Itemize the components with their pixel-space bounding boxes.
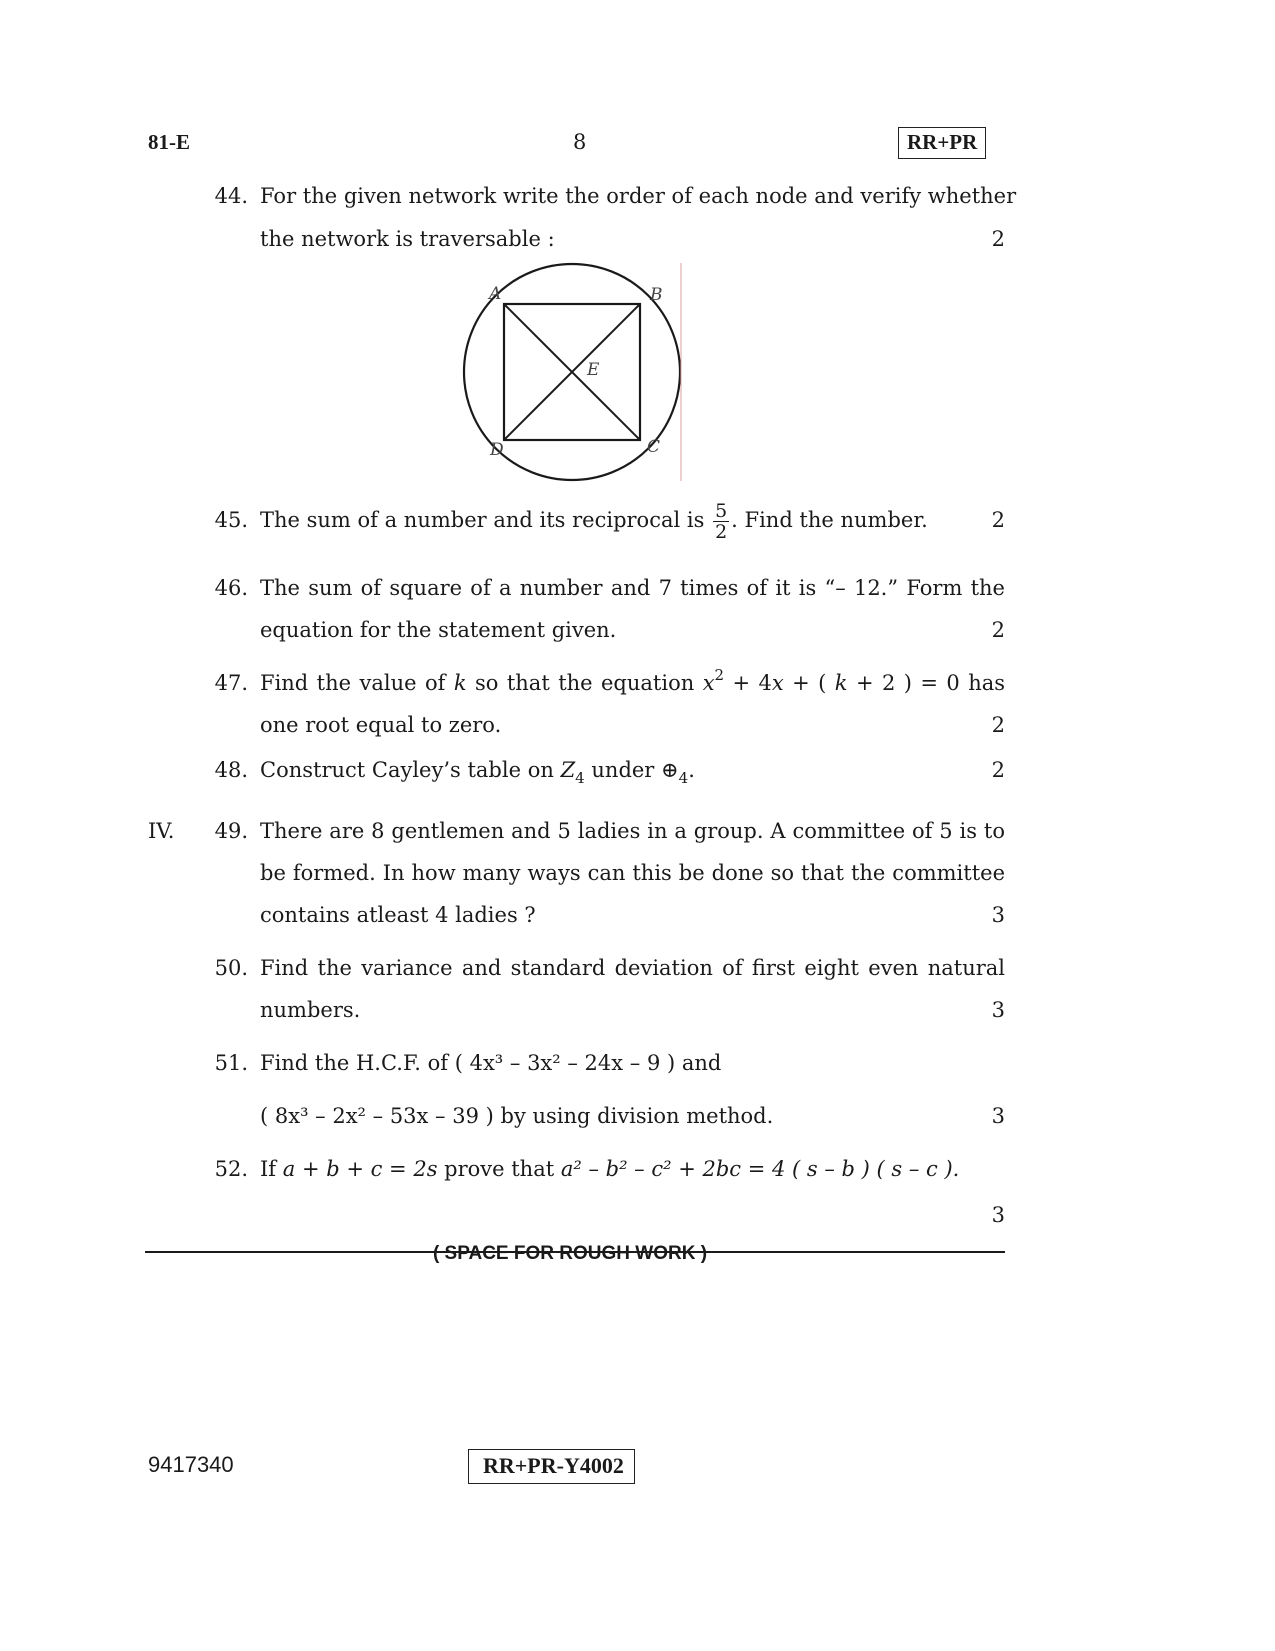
q44-marks: 2 [991,227,1005,251]
q52-marks: 3 [991,1203,1005,1227]
q50-marks: 3 [991,998,1005,1022]
q48-text-mid: under [591,758,655,782]
q47-line1 [260,666,1006,696]
q45-frac-numerator: 5 [715,500,728,522]
q47-eq-x2: x [771,671,784,695]
q48-set-z: Z [560,758,576,782]
q48-text-after: . [688,758,695,782]
q46-line1: The sum of square of a number and 7 times of it is “– 12.” Form the [260,576,1005,600]
q50-number: 50. [214,956,248,980]
q47-text-mid: so that the equation [475,671,695,695]
q47-eq-part-b: + ( [783,671,835,695]
q52-condition: a + b + c = 2s [282,1157,438,1181]
q51-and: and [681,1051,722,1075]
q48-set-subscript: 4 [575,769,585,787]
q49-line1: There are 8 gentlemen and 5 ladies in a group. A committee of 5 is to [260,819,1005,843]
q52-number: 52. [214,1157,248,1181]
version-tag: RR+PR [898,127,986,159]
q51-polynomial-1: ( 4x³ – 3x² – 24x – 9 ) [454,1051,676,1075]
q47-line2: one root equal to zero. [260,713,502,737]
q49-number: 49. [214,819,248,843]
q48-operator: ⊕ [661,758,679,782]
q47-eq-part-a: + 4 [724,671,772,695]
q44-number: 44. [214,184,248,208]
q45-number: 45. [214,508,248,532]
q48-number: 48. [214,758,248,782]
q46-number: 46. [214,576,248,600]
q51-line1 [260,1050,721,1076]
footer-serial: 9417340 [148,1452,234,1477]
node-label-b: B [650,285,663,305]
q49-line2: be formed. In how many ways can this be done so that the committee [260,861,1005,885]
q45-frac-denominator: 2 [715,521,728,543]
q48-operator-subscript: 4 [678,769,689,787]
footer-code: RR+PR-Y4002 [468,1449,635,1484]
q47-eq-x: x [702,671,715,695]
q51-method: by using division method. [500,1104,774,1128]
node-label-d: D [490,440,504,460]
q51-number: 51. [214,1051,248,1075]
q47-marks: 2 [991,713,1005,737]
q45-fraction [713,501,729,542]
node-label-a: A [489,284,502,304]
q52-prove: prove that [444,1157,555,1181]
q45-text [260,495,928,545]
q46-marks: 2 [991,618,1005,642]
q47-number: 47. [214,671,248,695]
q48-marks: 2 [991,758,1005,782]
q47-equation [702,666,960,695]
q47-eq-part-c: + 2 ) = 0 [847,671,960,695]
q47-text-before: Find the value of [260,671,446,695]
q49-line3: contains atleast 4 ladies ? [260,903,536,927]
q52-if: If [260,1157,277,1181]
q47-var-k: k [453,671,467,695]
q45-text-after: . Find the number. [731,508,928,532]
q47-text-after: has [968,671,1006,695]
q51-line2 [260,1103,773,1129]
q47-eq-exponent: 2 [714,666,725,684]
q46-line2: equation for the statement given. [260,618,617,642]
node-label-c: C [647,437,661,457]
q51-polynomial-2: ( 8x³ – 2x² – 53x – 39 ) [260,1104,494,1128]
network-diagram [440,255,700,485]
q45-text-before: The sum of a number and its reciprocal is [260,508,705,532]
q52-line1 [260,1156,959,1182]
q51-marks: 3 [991,1104,1005,1128]
q52-identity: a² – b² – c² + 2bc = 4 ( s – b ) ( s – c ). [560,1157,960,1181]
q51-text: Find the H.C.F. of [260,1051,449,1075]
page-number: 8 [573,130,587,154]
q48-text-before: Construct Cayley’s table on [260,758,554,782]
q48-line1 [260,757,695,787]
paper-code: 81-E [148,130,190,154]
node-label-e: E [587,360,600,380]
section-label: IV. [148,819,175,843]
q50-line1: Find the variance and standard deviation of first eight even natural [260,956,1005,980]
q44-line2: the network is traversable : [260,227,555,251]
q49-marks: 3 [991,903,1005,927]
q47-eq-k: k [834,671,848,695]
rough-work-label: ( SPACE FOR ROUGH WORK ) [432,1243,708,1264]
q50-line2: numbers. [260,998,361,1022]
q45-marks: 2 [991,508,1005,532]
q44-line1: For the given network write the order of each node and verify whether [260,184,1017,208]
